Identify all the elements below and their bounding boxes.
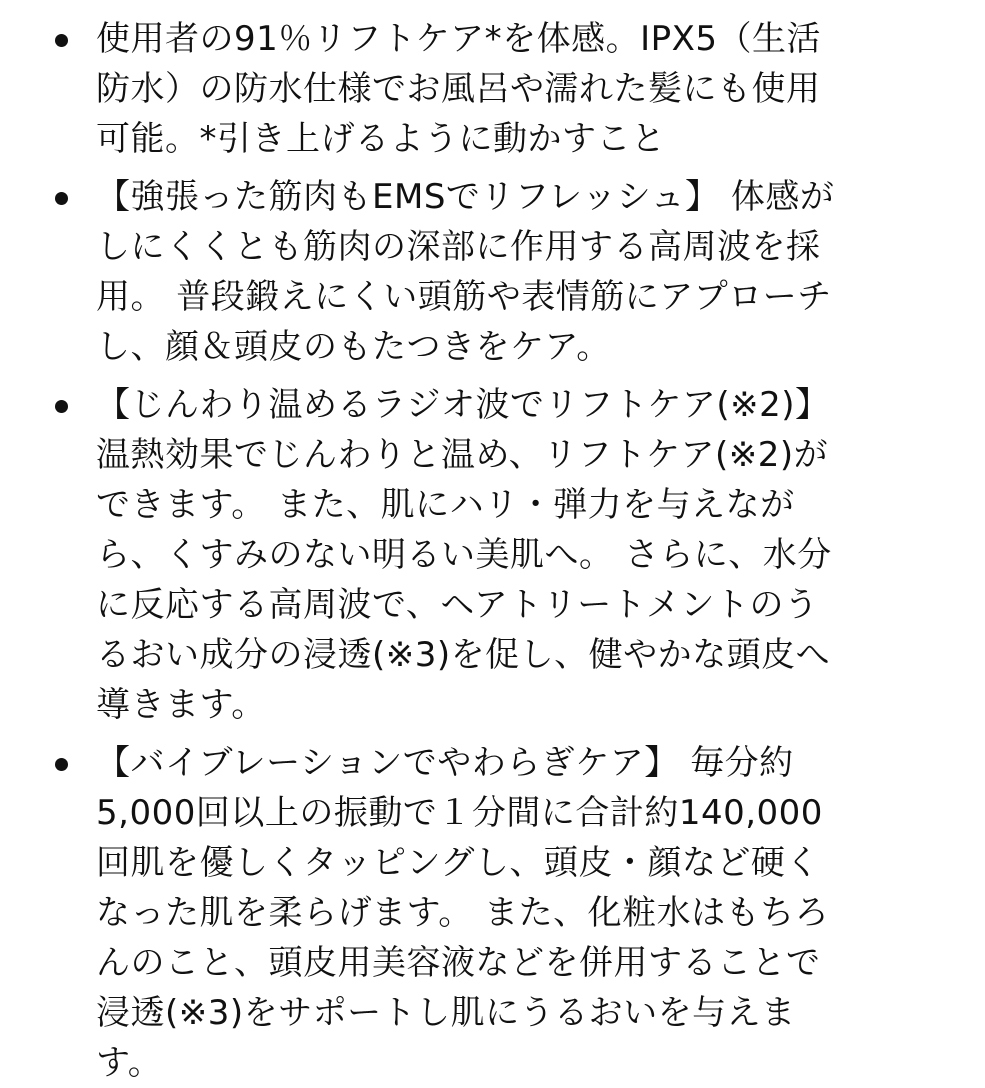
list-item-text-line: 導きます。 bbox=[96, 685, 266, 725]
list-item-text-line: に反応する高周波で、ヘアトリートメントのう bbox=[96, 585, 819, 625]
list-item-text-line: んのこと、頭皮用美容液などを併用することで bbox=[96, 943, 821, 983]
list-item-text-line: す。 bbox=[96, 1043, 163, 1083]
list-item bbox=[0, 380, 985, 730]
bullet-icon bbox=[55, 758, 68, 771]
list-item-text-line: できます。 また、肌にハリ・弾力を与えなが bbox=[96, 485, 795, 525]
list-item-text-line: 防水）の防水仕様でお風呂や濡れた髪にも使用 bbox=[96, 69, 821, 109]
list-item-text-line: 【強張った筋肉もEMSでリフレッシュ】 体感が bbox=[96, 177, 835, 217]
list-item-text-line: し、顔＆頭皮のもたつきをケア。 bbox=[96, 327, 611, 367]
list-item bbox=[0, 172, 985, 372]
list-item-text-line: しにくくとも筋肉の深部に作用する高周波を採 bbox=[96, 227, 821, 267]
list-item-text-line: ら、くすみのない明るい美肌へ。 さらに、水分 bbox=[96, 535, 832, 575]
list-item-text-line: 温熱効果でじんわりと温め、リフトケア(※2)が bbox=[96, 435, 829, 475]
list-item bbox=[0, 14, 985, 164]
list-item-text-line: 【バイブレーションでやわらぎケア】 毎分約 bbox=[96, 743, 794, 783]
list-item-text-line: 使用者の91％リフトケア*を体感。IPX5（生活 bbox=[96, 19, 822, 59]
list-item bbox=[0, 738, 985, 1088]
list-item-text-line: 【じんわり温めるラジオ波でリフトケア(※2)】 bbox=[96, 385, 830, 425]
list-item-text-line: るおい成分の浸透(※3)を促し、健やかな頭皮へ bbox=[96, 635, 831, 675]
list-item-text-line: 浸透(※3)をサポートし肌にうるおいを与えま bbox=[96, 993, 796, 1033]
list-item-text-line: 回肌を優しくタッピングし、頭皮・顔など硬く bbox=[96, 843, 820, 883]
list-item-text-line: 可能。*引き上げるように動かすこと bbox=[96, 119, 666, 159]
bullet-icon bbox=[55, 34, 68, 47]
list-item-text-line: なった肌を柔らげます。 また、化粧水はもちろ bbox=[96, 893, 830, 933]
bullet-icon bbox=[55, 192, 68, 205]
list-item-text-line: 用。 普段鍛えにくい頭筋や表情筋にアプローチ bbox=[96, 277, 832, 317]
list-item-text-line: 5,000回以上の振動で１分間に合計約140,000 bbox=[96, 793, 823, 833]
bullet-icon bbox=[55, 400, 68, 413]
